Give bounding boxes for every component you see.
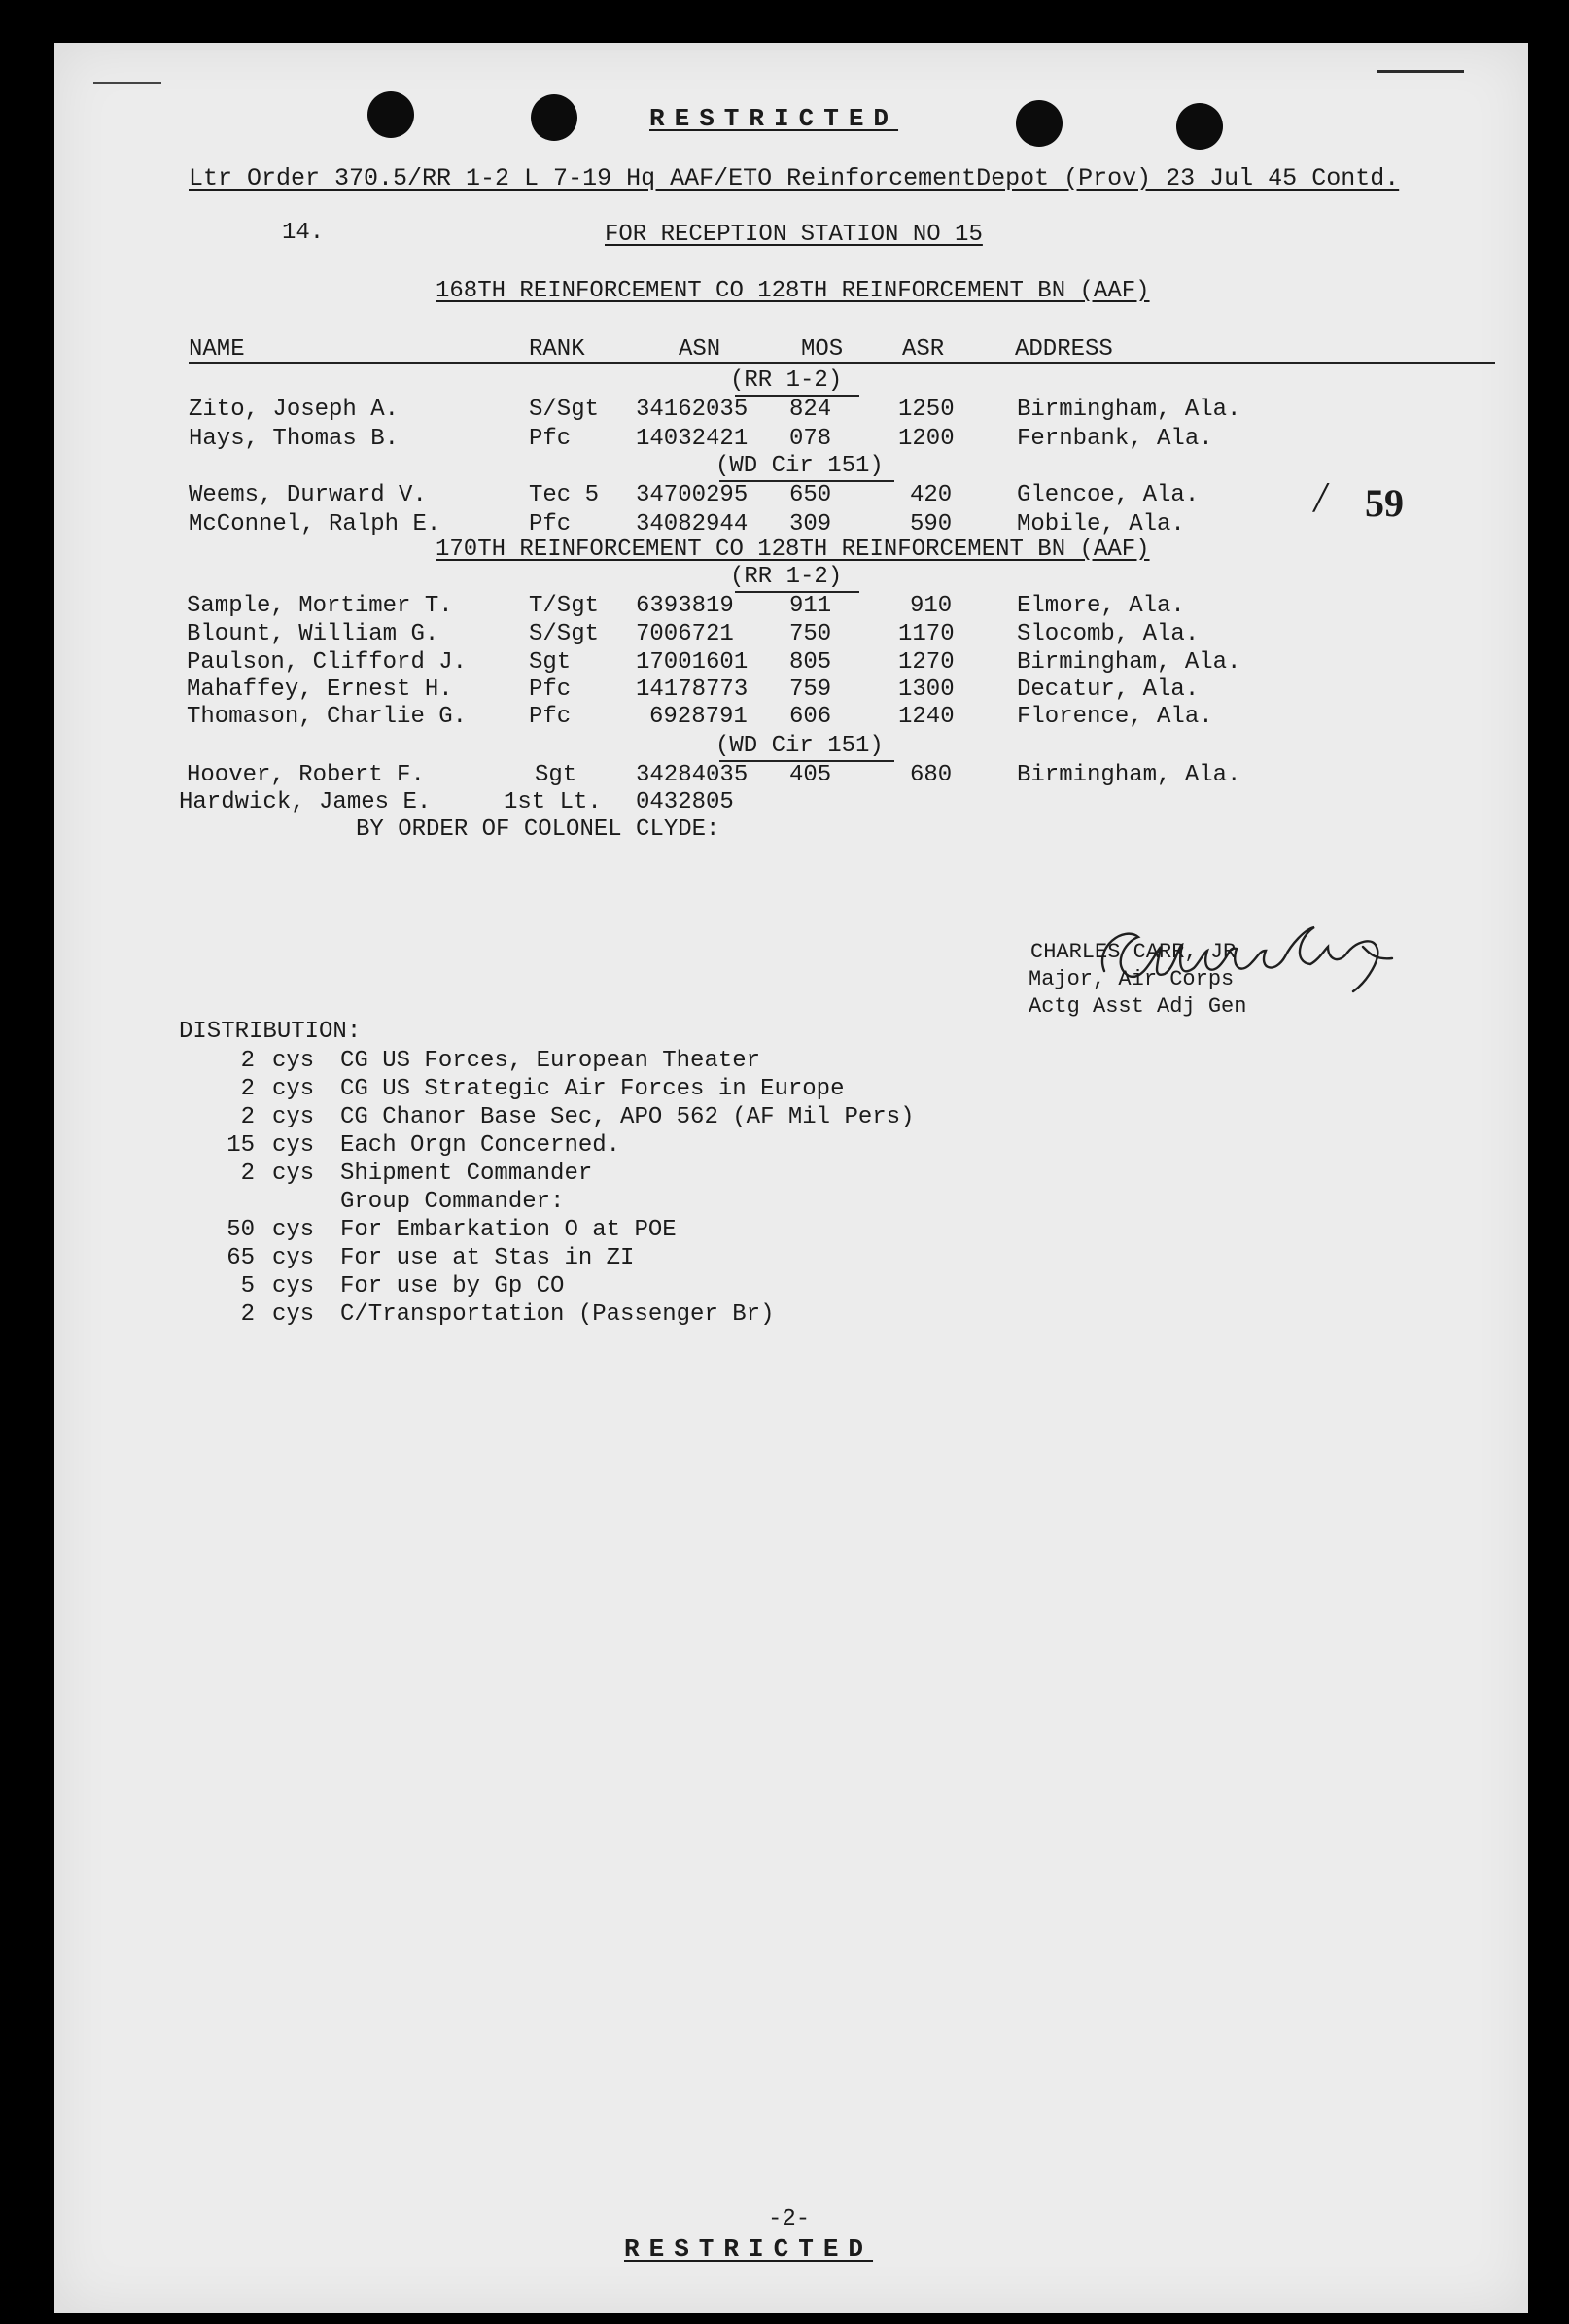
dist-unit: cys — [272, 1273, 315, 1300]
row-asr: 1300 — [898, 676, 955, 703]
row-name: McConnel, Ralph E. — [189, 511, 441, 538]
col-header-asn: ASN — [679, 336, 721, 363]
dist-qty: 2 — [240, 1104, 255, 1130]
col-header-rank: RANK — [529, 336, 585, 363]
row-mos: 759 — [789, 676, 832, 703]
row-mos: 606 — [789, 704, 832, 730]
dist-unit: cys — [272, 1076, 315, 1102]
dist-text: C/Transportation (Passenger Br) — [340, 1301, 775, 1328]
margin-tick: / — [1314, 473, 1327, 521]
row-rank: Pfc — [529, 676, 572, 703]
row-asn: 0432805 — [636, 789, 734, 815]
col-header-asr: ASR — [902, 336, 945, 363]
dist-text: For use at Stas in ZI — [340, 1245, 635, 1271]
row-rank: Tec 5 — [529, 482, 600, 508]
row-name: Zito, Joseph A. — [189, 397, 400, 423]
row-asr: 1240 — [898, 704, 955, 730]
col-header-address: ADDRESS — [1015, 336, 1113, 363]
distribution-heading: DISTRIBUTION: — [179, 1019, 362, 1045]
restricted-footer: RESTRICTED — [624, 2235, 874, 2264]
dist-qty: 15 — [227, 1132, 255, 1159]
col-header-name: NAME — [189, 336, 245, 363]
dist-unit: cys — [272, 1301, 315, 1328]
unit-heading-1: 168TH REINFORCEMENT CO 128TH REINFORCEMENT BN (AAF) — [436, 278, 1150, 304]
row-asn: 14178773 — [636, 676, 749, 703]
row-rank: Sgt — [535, 762, 577, 788]
row-asr: 1250 — [898, 397, 955, 423]
row-mos: 650 — [789, 482, 832, 508]
row-address: Birmingham, Ala. — [1017, 397, 1241, 423]
unit-heading-2: 170TH REINFORCEMENT CO 128TH REINFORCEMENT BN (AAF) — [436, 537, 1150, 563]
col-header-mos: MOS — [801, 336, 844, 363]
row-asr: 680 — [910, 762, 953, 788]
group-label-rr: (RR 1-2) — [730, 564, 843, 590]
dist-text: For Embarkation O at POE — [340, 1217, 677, 1243]
row-asr: 1270 — [898, 649, 955, 676]
punch-hole-3 — [1016, 100, 1063, 147]
punch-hole-2 — [531, 94, 577, 141]
row-name: Weems, Durward V. — [189, 482, 427, 508]
dist-qty: 50 — [227, 1217, 255, 1243]
punch-hole-4 — [1176, 103, 1223, 150]
row-asn: 6393819 — [636, 593, 734, 619]
row-address: Slocomb, Ala. — [1017, 621, 1200, 647]
row-asn: 34082944 — [636, 511, 749, 538]
row-address: Birmingham, Ala. — [1017, 762, 1241, 788]
dist-text: CG US Strategic Air Forces in Europe — [340, 1076, 845, 1102]
dist-text: For use by Gp CO — [340, 1273, 565, 1300]
margin-count: 59 — [1365, 481, 1404, 525]
signatory-title: Major, Air Corps — [1029, 967, 1235, 991]
row-address: Decatur, Ala. — [1017, 676, 1200, 703]
row-name: Paulson, Clifford J. — [187, 649, 468, 676]
row-address: Florence, Ala. — [1017, 704, 1213, 730]
row-rank: T/Sgt — [529, 593, 600, 619]
row-name: Sample, Mortimer T. — [187, 593, 453, 619]
row-name: Hays, Thomas B. — [189, 426, 400, 452]
row-name: Hardwick, James E. — [179, 789, 432, 815]
section-title: FOR RECEPTION STATION NO 15 — [605, 222, 983, 248]
document-page — [54, 43, 1528, 2313]
section-number: 14. — [282, 220, 325, 246]
dist-unit: cys — [272, 1104, 315, 1130]
row-address: Birmingham, Ala. — [1017, 649, 1241, 676]
row-asn: 6928791 — [649, 704, 748, 730]
row-address: Mobile, Ala. — [1017, 511, 1185, 538]
dist-unit: cys — [272, 1217, 315, 1243]
row-name: Mahaffey, Ernest H. — [187, 676, 453, 703]
row-asn: 34700295 — [636, 482, 749, 508]
group-label-rr: (RR 1-2) — [730, 367, 843, 394]
group-label-wd: (WD Cir 151) — [715, 453, 884, 479]
row-asr: 910 — [910, 593, 953, 619]
dist-unit: cys — [272, 1048, 315, 1074]
row-rank: Pfc — [529, 704, 572, 730]
dist-qty: 2 — [240, 1161, 255, 1187]
row-asn: 7006721 — [636, 621, 734, 647]
row-address: Fernbank, Ala. — [1017, 426, 1213, 452]
dist-qty: 5 — [240, 1273, 255, 1300]
row-asr: 590 — [910, 511, 953, 538]
dist-text: Shipment Commander — [340, 1161, 593, 1187]
row-rank: Pfc — [529, 426, 572, 452]
row-asr: 420 — [910, 482, 953, 508]
header-rule — [189, 362, 1495, 364]
signatory-role: Actg Asst Adj Gen — [1029, 994, 1247, 1019]
row-mos: 750 — [789, 621, 832, 647]
dist-qty: 65 — [227, 1245, 255, 1271]
dist-text: CG Chanor Base Sec, APO 562 (AF Mil Pers) — [340, 1104, 915, 1130]
row-asr: 1170 — [898, 621, 955, 647]
restricted-header: RESTRICTED — [649, 104, 899, 133]
dist-unit: cys — [272, 1132, 315, 1159]
row-rank: Pfc — [529, 511, 572, 538]
signatory-name: CHARLES CARR, JR — [1030, 940, 1237, 964]
dist-unit: cys — [272, 1161, 315, 1187]
dist-text: Group Commander: — [340, 1189, 565, 1215]
row-name: Thomason, Charlie G. — [187, 704, 468, 730]
row-asn: 17001601 — [636, 649, 749, 676]
row-mos: 805 — [789, 649, 832, 676]
group-label-wd: (WD Cir 151) — [715, 733, 884, 759]
row-asn: 34162035 — [636, 397, 749, 423]
dist-text: CG US Forces, European Theater — [340, 1048, 761, 1074]
row-address: Glencoe, Ala. — [1017, 482, 1200, 508]
dist-qty: 2 — [240, 1048, 255, 1074]
row-asn: 34284035 — [636, 762, 749, 788]
row-name: Blount, William G. — [187, 621, 439, 647]
dist-qty: 2 — [240, 1076, 255, 1102]
row-rank: Sgt — [529, 649, 572, 676]
row-mos: 824 — [789, 397, 832, 423]
dist-qty: 2 — [240, 1301, 255, 1328]
row-rank: S/Sgt — [529, 621, 600, 647]
dist-unit: cys — [272, 1245, 315, 1271]
row-mos: 911 — [789, 593, 832, 619]
page-number: -2- — [768, 2206, 811, 2233]
row-mos: 309 — [789, 511, 832, 538]
row-address: Elmore, Ala. — [1017, 593, 1185, 619]
order-reference-line: Ltr Order 370.5/RR 1-2 L 7-19 Hq AAF/ETO ReinforcementDepot (Prov) 23 Jul 45 Contd. — [189, 164, 1400, 192]
row-rank: 1st Lt. — [504, 789, 602, 815]
dist-text: Each Orgn Concerned. — [340, 1132, 621, 1159]
row-mos: 078 — [789, 426, 832, 452]
row-rank: S/Sgt — [529, 397, 600, 423]
stray-mark — [93, 82, 161, 84]
row-name: Hoover, Robert F. — [187, 762, 425, 788]
corner-mark — [1377, 70, 1464, 73]
row-mos: 405 — [789, 762, 832, 788]
row-asn: 14032421 — [636, 426, 749, 452]
punch-hole-1 — [367, 91, 414, 138]
by-order-line: BY ORDER OF COLONEL CLYDE: — [356, 816, 720, 843]
row-asr: 1200 — [898, 426, 955, 452]
